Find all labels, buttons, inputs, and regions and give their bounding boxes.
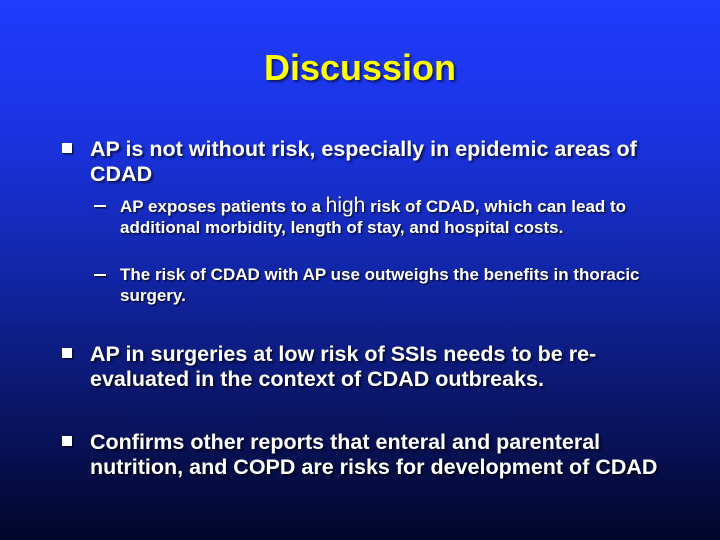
sub-bullet-text [120,195,668,238]
bullet-text: AP in surgeries at low risk of SSIs needs to be re-evaluated in the context of CDAD outbreaks. [90,342,597,391]
dash-bullet-icon [94,274,106,276]
square-bullet-icon [62,348,72,358]
bullet-text: AP is not without risk, especially in epidemic areas of CDAD [90,137,637,186]
bullet-text: Confirms other reports that enteral and parenteral nutrition, and COPD are risks for development of CDAD [90,430,658,479]
square-bullet-icon [62,143,72,153]
sub-bullet-text-before: AP exposes patients to a [120,197,326,216]
emphasis-word: high [325,194,366,217]
sub-bullet-text-after: risk of CDAD, which can lead to additional morbidity, length of stay, and hospital costs. [120,197,627,237]
slide-title: Discussion [263,47,457,88]
square-bullet-icon [62,436,72,446]
dash-bullet-icon [94,205,106,207]
sub-bullet-text: The risk of CDAD with AP use outweighs the benefits in thoracic surgery. [120,265,640,305]
